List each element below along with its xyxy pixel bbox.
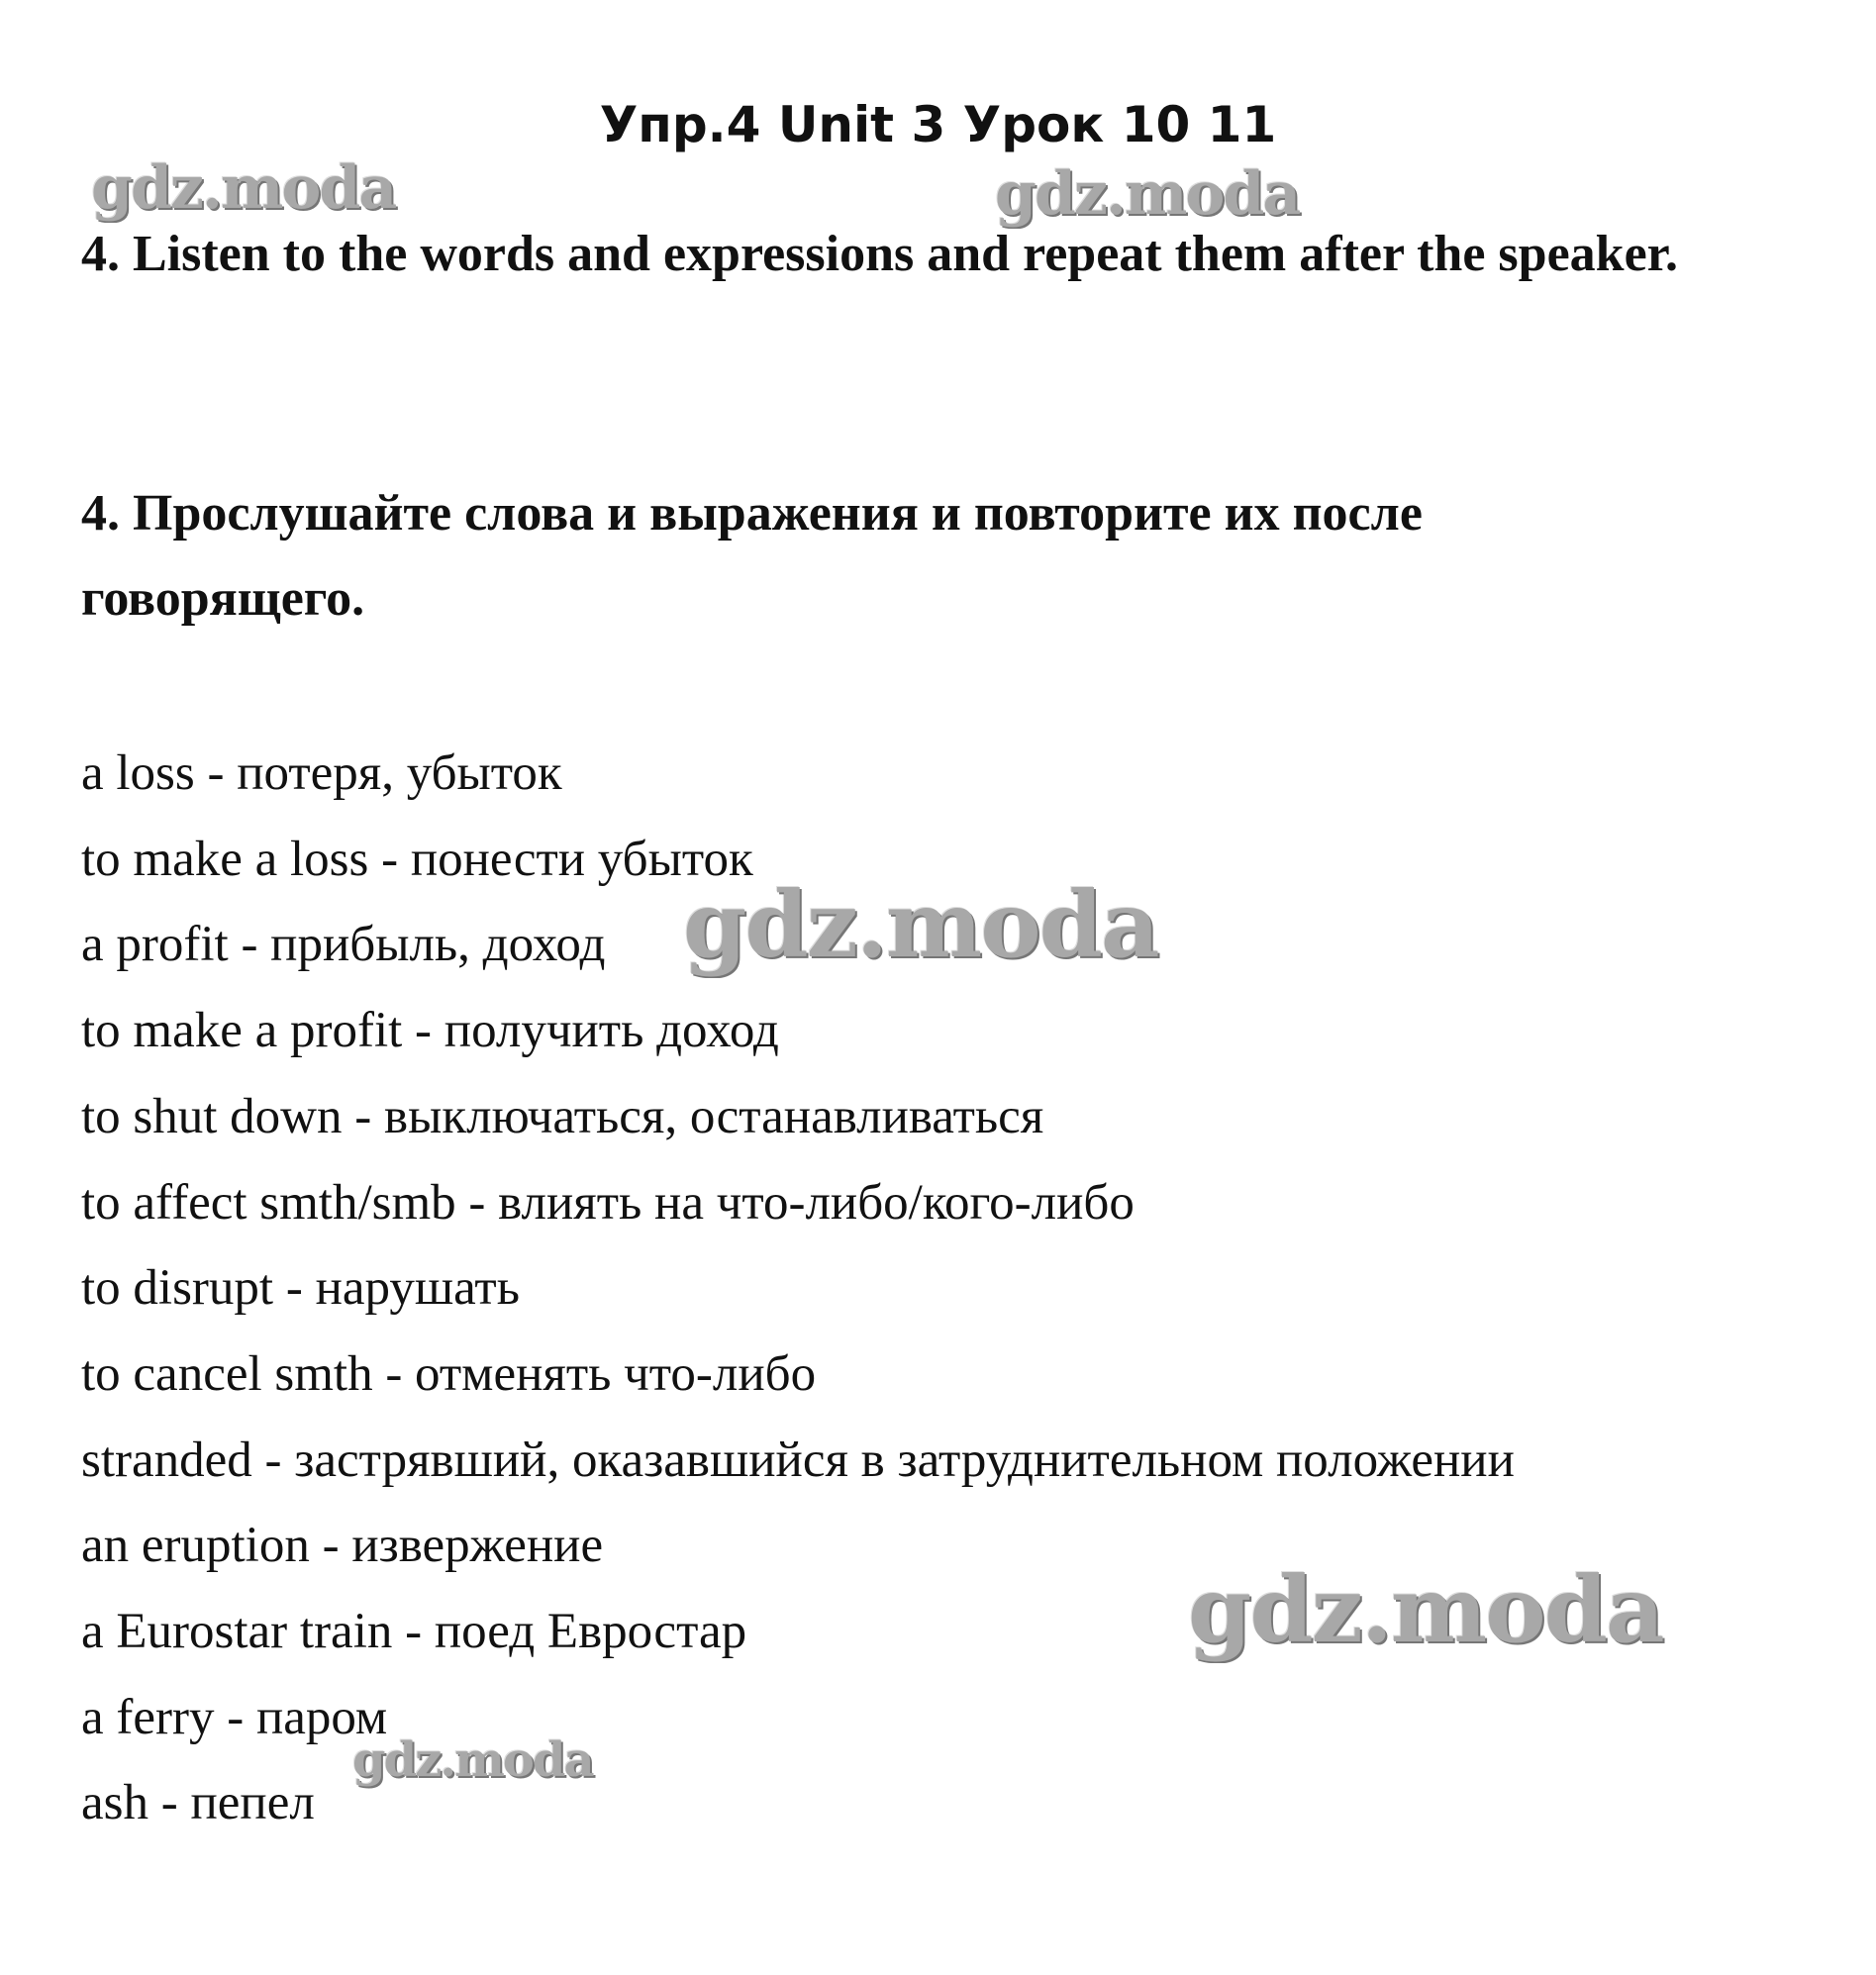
watermark: gdz.moda (683, 871, 1158, 978)
vocab-item: to cancel smth - отменять что-либо (81, 1345, 817, 1402)
page-title: Упр.4 Unit 3 Урок 10 11 (599, 96, 1277, 153)
vocab-item: to make a profit - получить доход (81, 1003, 779, 1059)
vocab-item: a loss - потеря, убыток (81, 745, 562, 801)
vocab-item: a Eurostar train - поед Евростар (81, 1604, 747, 1660)
vocab-item: ash - пепел (81, 1775, 315, 1831)
vocab-item: to disrupt - нарушать (81, 1260, 520, 1317)
vocab-item: a ferry - паром (81, 1689, 388, 1745)
watermark: gdz.moda (1188, 1556, 1663, 1663)
vocab-item: to shut down - выключаться, останавливаться (81, 1088, 1044, 1144)
instruction-russian: 4. Прослушайте слова и выражения и повторите их после говорящего. (81, 485, 1423, 627)
vocab-item: a profit - прибыль, доход (81, 917, 606, 973)
vocab-item: to make a loss - понести убыток (81, 831, 753, 887)
vocab-item: stranded - застрявший, оказавшийся в затруднительном положении (81, 1432, 1515, 1488)
watermark: gdz.moda (352, 1732, 593, 1788)
vocab-item: an eruption - извержение (81, 1518, 604, 1574)
watermark: gdz.moda (995, 159, 1300, 229)
instruction-english: 4. Listen to the words and expressions and repeat them after the speaker. (81, 226, 1678, 282)
watermark: gdz.moda (91, 153, 396, 223)
vocab-item: to affect smth/smb - влиять на что-либо/кого-либо (81, 1174, 1135, 1231)
